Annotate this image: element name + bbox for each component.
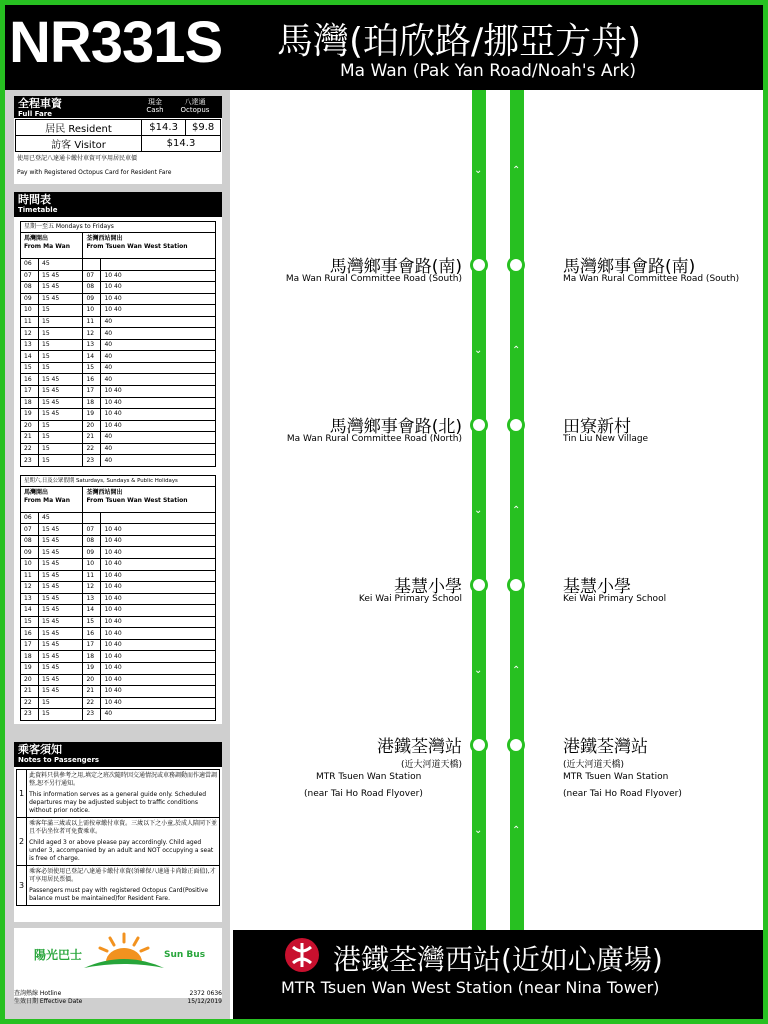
hour-cell: 16 (83, 628, 101, 640)
stop-marker-outbound (470, 736, 488, 754)
minutes-cell: 40 (101, 432, 216, 444)
minutes-cell: 10 40 (101, 397, 216, 409)
stop-name-en: MTR Tsuen Wan Station (563, 772, 669, 782)
timetable-row (21, 593, 216, 605)
hour-cell: 07 (21, 524, 39, 536)
hour-cell: 16 (21, 374, 39, 386)
hour-cell: 22 (21, 697, 39, 709)
minutes-cell (101, 512, 216, 524)
minutes-cell: 45 (39, 259, 83, 271)
minutes-cell: 10 40 (101, 524, 216, 536)
timetable-row (21, 547, 216, 559)
stop-name-zh: 馬灣鄉事會路(北) (329, 417, 462, 437)
minutes-cell: 40 (101, 339, 216, 351)
weekday-timetable: 星期一至五 Mondays to Fridays 馬灣開出 From Ma Wan 荃灣西站開出 From Tsuen Wan West Station 06 45 07 15 45 07 10 40 08 15 45 08 10 40 09 15 45 09 10 40 10 15 10 10 40 11 15 11 40 12 15 12 40 13 15 13 40 14 15 14 40 15 15 15 40 16 15 45 16 40 17 15 45 17 10 40 18 15 45 18 10 40 19 15 45 19 10 40 20 15 20 10 40 21 15 21 40 22 15 22 40 23 15 23 40 (20, 221, 216, 467)
minutes-cell: 15 45 (39, 639, 83, 651)
minutes-cell: 10 40 (101, 305, 216, 317)
minutes-cell: 15 (39, 420, 83, 432)
hour-cell: 17 (83, 386, 101, 398)
hour-cell: 14 (83, 605, 101, 617)
weekday-from-tsuen-wan-west: 荃灣西站開出 From Tsuen Wan West Station (83, 233, 216, 259)
timetable-row (21, 305, 216, 317)
terminus-zh: 港鐵荃灣西站(近如心廣場) (333, 943, 663, 976)
hour-cell: 15 (21, 616, 39, 628)
timetable-row (21, 582, 216, 594)
minutes-cell: 15 45 (39, 559, 83, 571)
minutes-cell: 10 40 (101, 651, 216, 663)
minutes-cell: 15 (39, 316, 83, 328)
weekend-from-ma-wan: 馬灣開出 From Ma Wan (21, 486, 83, 512)
stop-marker-inbound (507, 256, 525, 274)
stop-marker-outbound (470, 576, 488, 594)
hour-cell: 21 (21, 432, 39, 444)
footer-info (14, 990, 222, 1006)
stop-name-en: Ma Wan Rural Committee Road (North) (286, 434, 462, 444)
stop-name-zh: 港鐵荃灣站 (377, 737, 462, 757)
hour-cell: 14 (21, 351, 39, 363)
timetable-row (21, 362, 216, 374)
effective-date: 15/12/2019 (187, 998, 222, 1005)
timetable-row (21, 512, 216, 524)
minutes-cell: 15 45 (39, 524, 83, 536)
stop-name-zh: 馬灣鄉事會路(南) (329, 257, 462, 277)
direction-chevron-icon: ⌃ (512, 505, 521, 516)
timetable-row (21, 443, 216, 455)
hour-cell: 13 (83, 339, 101, 351)
minutes-cell: 40 (101, 351, 216, 363)
hour-cell: 23 (83, 709, 101, 721)
stop-name-zh: 港鐵荃灣站 (563, 737, 648, 757)
minutes-cell: 15 45 (39, 570, 83, 582)
minutes-cell: 15 45 (39, 593, 83, 605)
timetable-row (21, 420, 216, 432)
hour-cell: 22 (83, 443, 101, 455)
cash-column-header: 現金 Cash (146, 98, 164, 114)
minutes-cell: 15 (39, 455, 83, 467)
minutes-cell: 15 45 (39, 662, 83, 674)
hour-cell: 20 (83, 420, 101, 432)
timetable-row (21, 397, 216, 409)
minutes-cell: 10 40 (101, 386, 216, 398)
minutes-cell: 10 40 (101, 409, 216, 421)
minutes-cell: 10 40 (101, 547, 216, 559)
hour-cell: 13 (83, 593, 101, 605)
minutes-cell: 15 (39, 709, 83, 721)
direction-chevron-icon: ⌃ (512, 165, 521, 176)
timetable-row (21, 674, 216, 686)
timetable-row (21, 432, 216, 444)
stop-name-zh: 基慧小學 (394, 577, 462, 597)
minutes-cell: 15 45 (39, 674, 83, 686)
hour-cell: 20 (83, 674, 101, 686)
hour-cell: 15 (21, 362, 39, 374)
minutes-cell: 10 40 (101, 616, 216, 628)
stop-note-zh: (近大河道天橋) (400, 760, 462, 770)
stop-note-en: (near Tai Ho Road Flyover) (304, 789, 423, 799)
hour-cell: 14 (83, 351, 101, 363)
hour-cell: 17 (83, 639, 101, 651)
direction-chevron-icon: ⌃ (512, 825, 521, 836)
hour-cell: 21 (83, 432, 101, 444)
hour-cell: 06 (21, 512, 39, 524)
hour-cell (83, 259, 101, 271)
minutes-cell: 15 45 (39, 651, 83, 663)
minutes-cell: 40 (101, 374, 216, 386)
hour-cell: 20 (21, 674, 39, 686)
hour-cell: 10 (21, 305, 39, 317)
terminus-en: MTR Tsuen Wan West Station (near Nina Tower) (281, 978, 660, 997)
timetable-row (21, 559, 216, 571)
hour-cell: 23 (21, 455, 39, 467)
fare-table (15, 119, 221, 152)
minutes-cell: 15 45 (39, 386, 83, 398)
hour-cell: 15 (83, 362, 101, 374)
weekday-from-ma-wan: 馬灣開出 From Ma Wan (21, 233, 83, 259)
minutes-cell: 15 (39, 351, 83, 363)
note-text: 此資料只供參考之用,填定之班次隨時因交通情況或車務調動而作適當調整,恕不另行通知。 This information serves as a general guide only. Scheduled departures may be adjusted subject to traffic conditions without prior notice. (27, 770, 220, 818)
minutes-cell: 10 40 (101, 420, 216, 432)
minutes-cell: 10 40 (101, 662, 216, 674)
timetable-row (21, 386, 216, 398)
minutes-cell: 15 45 (39, 582, 83, 594)
hour-cell: 09 (21, 293, 39, 305)
timetable-row (21, 455, 216, 467)
hour-cell: 09 (83, 547, 101, 559)
hour-cell: 16 (21, 628, 39, 640)
timetable-row (21, 293, 216, 305)
stop-marker-inbound (507, 736, 525, 754)
hour-cell: 17 (21, 639, 39, 651)
hour-cell: 15 (83, 616, 101, 628)
fare-title-zh: 全程車資 (18, 97, 62, 110)
minutes-cell: 15 45 (39, 293, 83, 305)
minutes-cell: 10 40 (101, 293, 216, 305)
timetable-row (21, 686, 216, 698)
timetable-row (21, 616, 216, 628)
minutes-cell: 10 40 (101, 674, 216, 686)
hour-cell: 23 (83, 455, 101, 467)
weekend-from-tsuen-wan-west: 荃灣西站開出 From Tsuen Wan West Station (83, 486, 216, 512)
stop-name-zh: 田寮新村 (563, 417, 631, 437)
hour-cell: 12 (21, 328, 39, 340)
timetable-row (21, 639, 216, 651)
hour-cell: 16 (83, 374, 101, 386)
hour-cell: 10 (83, 305, 101, 317)
hour-cell: 07 (21, 270, 39, 282)
stop-marker-inbound (507, 576, 525, 594)
minutes-cell: 15 45 (39, 374, 83, 386)
timetable-row (21, 605, 216, 617)
minutes-cell: 45 (39, 512, 83, 524)
timetable-box (14, 192, 222, 724)
info-panel (5, 90, 230, 1019)
timetable-row (21, 316, 216, 328)
note-number: 2 (17, 818, 27, 866)
minutes-cell: 15 45 (39, 605, 83, 617)
hour-cell: 18 (21, 651, 39, 663)
minutes-cell: 15 45 (39, 547, 83, 559)
minutes-cell: 15 45 (39, 616, 83, 628)
hour-cell: 06 (21, 259, 39, 271)
minutes-cell: 40 (101, 443, 216, 455)
hour-cell: 19 (83, 662, 101, 674)
visitor-row: 訪客 Visitor $14.3 (16, 136, 221, 152)
direction-chevron-icon: ⌃ (512, 345, 521, 356)
minutes-cell: 10 40 (101, 282, 216, 294)
destination-zh: 馬灣(珀欣路/挪亞方舟) (277, 21, 642, 62)
note-item (17, 818, 220, 866)
timetable-row (21, 697, 216, 709)
timetable-row (21, 374, 216, 386)
timetable-row (21, 339, 216, 351)
minutes-cell: 10 40 (101, 605, 216, 617)
timetable-row (21, 328, 216, 340)
note-number: 1 (17, 770, 27, 818)
octopus-column-header: 八達通 Octopus (180, 98, 210, 114)
hour-cell: 12 (83, 328, 101, 340)
notes-box (14, 742, 222, 922)
minutes-cell: 10 40 (101, 535, 216, 547)
minutes-cell: 10 40 (101, 593, 216, 605)
stop-name-zh: 基慧小學 (563, 577, 631, 597)
timetable-row (21, 259, 216, 271)
brand-name-zh: 陽光巴士 (34, 948, 83, 962)
timetable-row (21, 570, 216, 582)
notes-table (16, 769, 220, 906)
timetable-row (21, 270, 216, 282)
direction-chevron-icon: ⌄ (474, 825, 483, 836)
timetable-header: 時間表 Timetable (14, 192, 222, 217)
hour-cell: 17 (21, 386, 39, 398)
stop-name-en: Tin Liu New Village (563, 434, 649, 444)
minutes-cell: 10 40 (101, 559, 216, 571)
minutes-cell: 15 45 (39, 409, 83, 421)
hour-cell: 10 (21, 559, 39, 571)
direction-chevron-icon: ⌄ (474, 505, 483, 516)
hour-cell: 18 (83, 397, 101, 409)
minutes-cell: 10 40 (101, 270, 216, 282)
direction-chevron-icon: ⌄ (474, 165, 483, 176)
stop-name-en: Ma Wan Rural Committee Road (South) (563, 274, 740, 284)
stop-marker-inbound (507, 416, 525, 434)
minutes-cell: 15 45 (39, 535, 83, 547)
stop-marker-outbound (470, 256, 488, 274)
minutes-cell: 15 45 (39, 628, 83, 640)
brand-name-en: Sun Bus (164, 950, 206, 960)
direction-chevron-icon: ⌄ (474, 345, 483, 356)
stop-name-en: MTR Tsuen Wan Station (316, 772, 422, 782)
timetable-row (21, 282, 216, 294)
minutes-cell: 15 (39, 339, 83, 351)
note-item (17, 770, 220, 818)
hour-cell: 08 (21, 535, 39, 547)
direction-chevron-icon: ⌃ (512, 665, 521, 676)
hour-cell: 08 (21, 282, 39, 294)
hour-cell: 22 (83, 697, 101, 709)
hour-cell: 11 (83, 570, 101, 582)
hour-cell: 13 (21, 593, 39, 605)
hour-cell: 11 (83, 316, 101, 328)
hour-cell: 19 (21, 409, 39, 421)
timetable-row (21, 709, 216, 721)
fare-header (14, 96, 222, 118)
hour-cell: 18 (21, 397, 39, 409)
hour-cell: 08 (83, 535, 101, 547)
header (5, 5, 763, 90)
note-item (17, 866, 220, 906)
hour-cell: 12 (83, 582, 101, 594)
minutes-cell: 40 (101, 455, 216, 467)
hour-cell: 10 (83, 559, 101, 571)
hour-cell: 19 (83, 409, 101, 421)
note-text: 乘客必須使用已登記八達通卡繳付車資(須確保八達通卡尚餘正面值),才可享用居民票價。 Passengers must pay with registered Octopus Card(Positive balance must be maintained)for Resident Fare. (27, 866, 220, 906)
stop-name-zh: 馬灣鄉事會路(南) (563, 257, 696, 277)
destination-en: Ma Wan (Pak Yan Road/Noah's Ark) (340, 61, 636, 81)
minutes-cell: 15 (39, 443, 83, 455)
minutes-cell: 10 40 (101, 697, 216, 709)
sun-bus-logo (14, 928, 222, 998)
effective-label: 生效日期 Effective Date (14, 998, 83, 1005)
minutes-cell: 15 (39, 697, 83, 709)
weekend-timetable: 星期六,日及公眾假期 Saturdays, Sundays & Public Holidays 馬灣開出 From Ma Wan 荃灣西站開出 From Tsuen Wan West Station 06 45 07 15 45 07 10 40 08 15 45 08 10 40 09 15 45 09 10 40 10 15 45 10 10 40 11 15 45 11 10 40 12 15 45 12 10 40 13 15 45 13 10 40 14 15 45 14 10 40 15 15 45 15 10 40 16 15 45 16 10 40 17 15 45 17 10 40 18 15 45 18 10 40 19 15 45 19 10 40 20 15 45 20 10 40 21 15 45 21 10 40 22 15 22 10 40 23 15 23 40 (20, 475, 216, 721)
stop-name-en: Kei Wai Primary School (563, 594, 667, 604)
timetable-row (21, 524, 216, 536)
minutes-cell: 15 (39, 305, 83, 317)
minutes-cell: 40 (101, 316, 216, 328)
notes-header: 乘客須知 Notes to Passengers (14, 742, 222, 767)
minutes-cell: 40 (101, 709, 216, 721)
stop-name-en: Kei Wai Primary School (358, 594, 462, 604)
minutes-cell: 15 (39, 362, 83, 374)
hour-cell: 09 (21, 547, 39, 559)
minutes-cell: 10 40 (101, 570, 216, 582)
hour-cell (83, 512, 101, 524)
mtr-logo-icon (285, 938, 319, 972)
fare-note: 使用已登記八達通卡繳付車資可享用居民車價 Pay with Registered Octopus Card for Resident Fare (17, 155, 172, 176)
minutes-cell: 40 (101, 328, 216, 340)
minutes-cell: 10 40 (101, 582, 216, 594)
stop-marker-outbound (470, 416, 488, 434)
stop-note-zh: (近大河道天橋) (563, 760, 625, 770)
fare-box (14, 96, 222, 184)
stop-name-en: Ma Wan Rural Committee Road (South) (285, 274, 462, 284)
fare-title-en: Full Fare (18, 110, 52, 118)
hour-cell: 18 (83, 651, 101, 663)
hour-cell: 20 (21, 420, 39, 432)
minutes-cell: 10 40 (101, 686, 216, 698)
hour-cell: 08 (83, 282, 101, 294)
hour-cell: 13 (21, 339, 39, 351)
hour-cell: 09 (83, 293, 101, 305)
stop-note-en: (near Tai Ho Road Flyover) (563, 789, 682, 799)
minutes-cell: 10 40 (101, 628, 216, 640)
timetable-row (21, 351, 216, 363)
hour-cell: 22 (21, 443, 39, 455)
minutes-cell (101, 259, 216, 271)
hour-cell: 23 (21, 709, 39, 721)
minutes-cell: 15 (39, 328, 83, 340)
timetable-row (21, 535, 216, 547)
hotline-number: 2372 0636 (189, 990, 222, 997)
hour-cell: 11 (21, 316, 39, 328)
minutes-cell: 15 45 (39, 282, 83, 294)
minutes-cell: 15 (39, 432, 83, 444)
note-text: 乘客年滿三歲或以上需按章繳付車資。三歲以下之小童,於成人陪同下並且不佔坐位者可免費乘車。 Child aged 3 or above please pay accordingly. Child aged under 3, accompanied by an adult and NOT occupying a seat is free of charge. (27, 818, 220, 866)
hour-cell: 21 (83, 686, 101, 698)
note-number: 3 (17, 866, 27, 906)
timetable-row (21, 409, 216, 421)
hour-cell: 11 (21, 570, 39, 582)
terminus-bar (233, 930, 763, 1019)
timetable-row (21, 662, 216, 674)
hotline-label: 查詢熱線 Hotline (14, 990, 62, 997)
direction-chevron-icon: ⌄ (474, 665, 483, 676)
hour-cell: 19 (21, 662, 39, 674)
hour-cell: 07 (83, 270, 101, 282)
minutes-cell: 40 (101, 362, 216, 374)
hour-cell: 21 (21, 686, 39, 698)
hour-cell: 12 (21, 582, 39, 594)
minutes-cell: 10 40 (101, 639, 216, 651)
minutes-cell: 15 45 (39, 270, 83, 282)
timetable-row (21, 651, 216, 663)
timetable-row (21, 628, 216, 640)
minutes-cell: 15 45 (39, 397, 83, 409)
hour-cell: 14 (21, 605, 39, 617)
minutes-cell: 15 45 (39, 686, 83, 698)
route-number: NR331S (9, 10, 223, 75)
hour-cell: 07 (83, 524, 101, 536)
resident-row: 居民 Resident $14.3 $9.8 (16, 120, 221, 136)
